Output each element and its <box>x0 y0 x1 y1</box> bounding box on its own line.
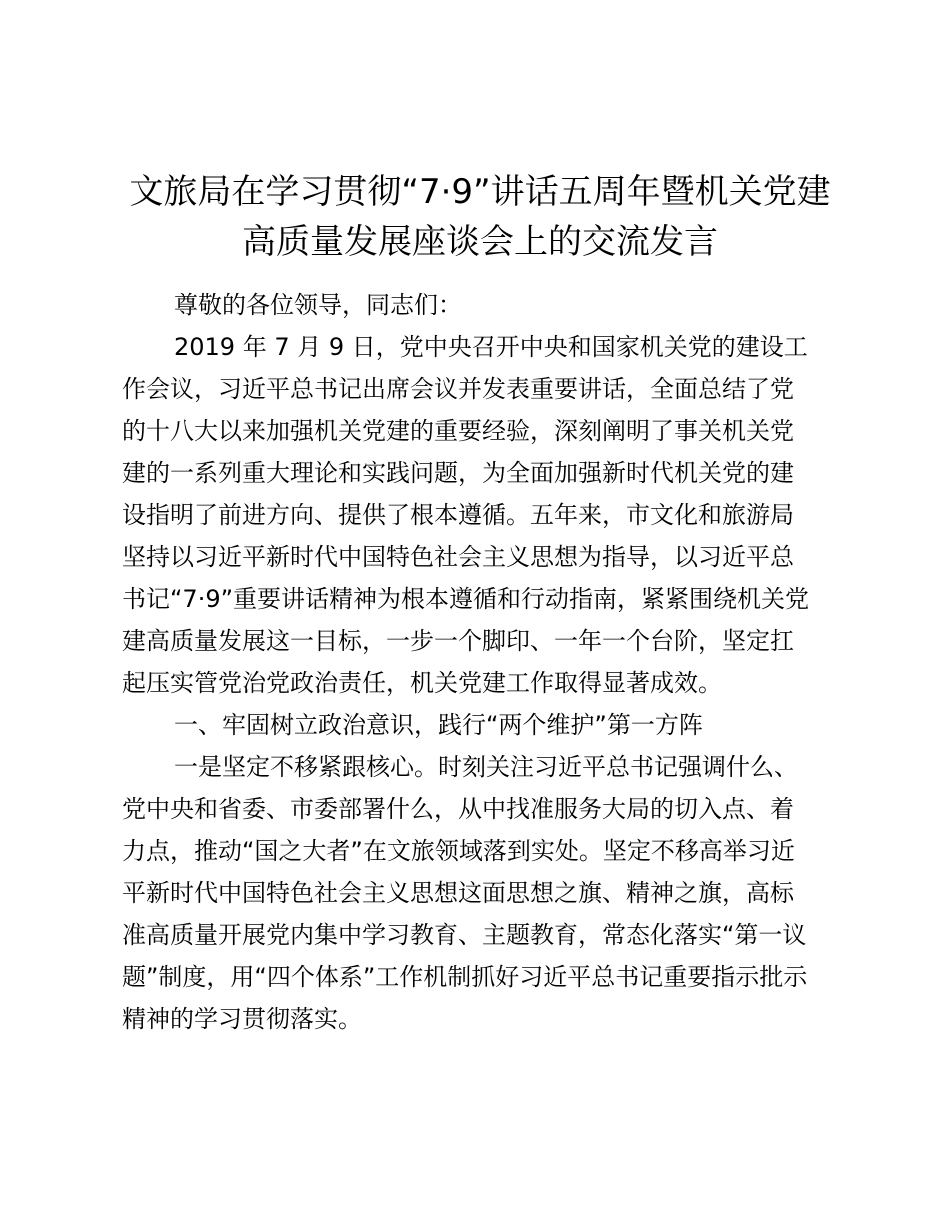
paragraph-2-line: 一是坚定不移紧跟核心。时刻关注习近平总书记强调什么、 <box>174 753 798 781</box>
paragraph-1-line: 起压实管党治党政治责任，机关党建工作取得显著成效。 <box>122 669 722 697</box>
document-title-line-1: 文旅局在学习贯彻“7·9”讲话五周年暨机关党建 <box>129 172 831 212</box>
document-title-line-2: 高质量发展座谈会上的交流发言 <box>242 222 718 262</box>
paragraph-2-line: 准高质量开展党内集中学习教育、主题教育，常态化落实“第一议 <box>122 921 807 949</box>
paragraph-1-line: 作会议，习近平总书记出席会议并发表重要讲话，全面总结了党 <box>122 375 794 403</box>
paragraph-1-line: 2019 年 7 月 9 日，党中央召开中央和国家机关党的建设工 <box>174 333 808 361</box>
paragraph-2-line: 题”制度，用“四个体系”工作机制抓好习近平总书记重要指示批示 <box>122 963 808 991</box>
paragraph-1-line: 的十八大以来加强机关党建的重要经验，深刻阐明了事关机关党 <box>122 417 794 445</box>
paragraph-1-line: 设指明了前进方向、提供了根本遵循。五年来，市文化和旅游局 <box>122 501 794 529</box>
paragraph-1-line: 建高质量发展这一目标，一步一个脚印、一年一个台阶，坚定扛 <box>122 627 794 655</box>
paragraph-2-line: 平新时代中国特色社会主义思想这面思想之旗、精神之旗，高标 <box>122 879 794 907</box>
paragraph-1-line: 书记“7·9”重要讲话精神为根本遵循和行动指南，紧紧围绕机关党 <box>122 585 810 613</box>
paragraph-1-line: 建的一系列重大理论和实践问题，为全面加强新时代机关党的建 <box>122 459 794 487</box>
section-heading-1: 一、牢固树立政治意识，践行“两个维护”第一方阵 <box>174 711 703 739</box>
paragraph-1-line: 坚持以习近平新时代中国特色社会主义思想为指导，以习近平总 <box>122 543 794 571</box>
document-body <box>122 284 842 1040</box>
paragraph-2-line: 党中央和省委、市委部署什么，从中找准服务大局的切入点、着 <box>122 795 794 823</box>
paragraph-2-line: 力点，推动“国之大者”在文旅领域落到实处。坚定不移高举习近 <box>122 837 795 865</box>
paragraph-2-line: 精神的学习贯彻落实。 <box>122 1005 362 1033</box>
salutation: 尊敬的各位领导，同志们： <box>174 291 462 319</box>
